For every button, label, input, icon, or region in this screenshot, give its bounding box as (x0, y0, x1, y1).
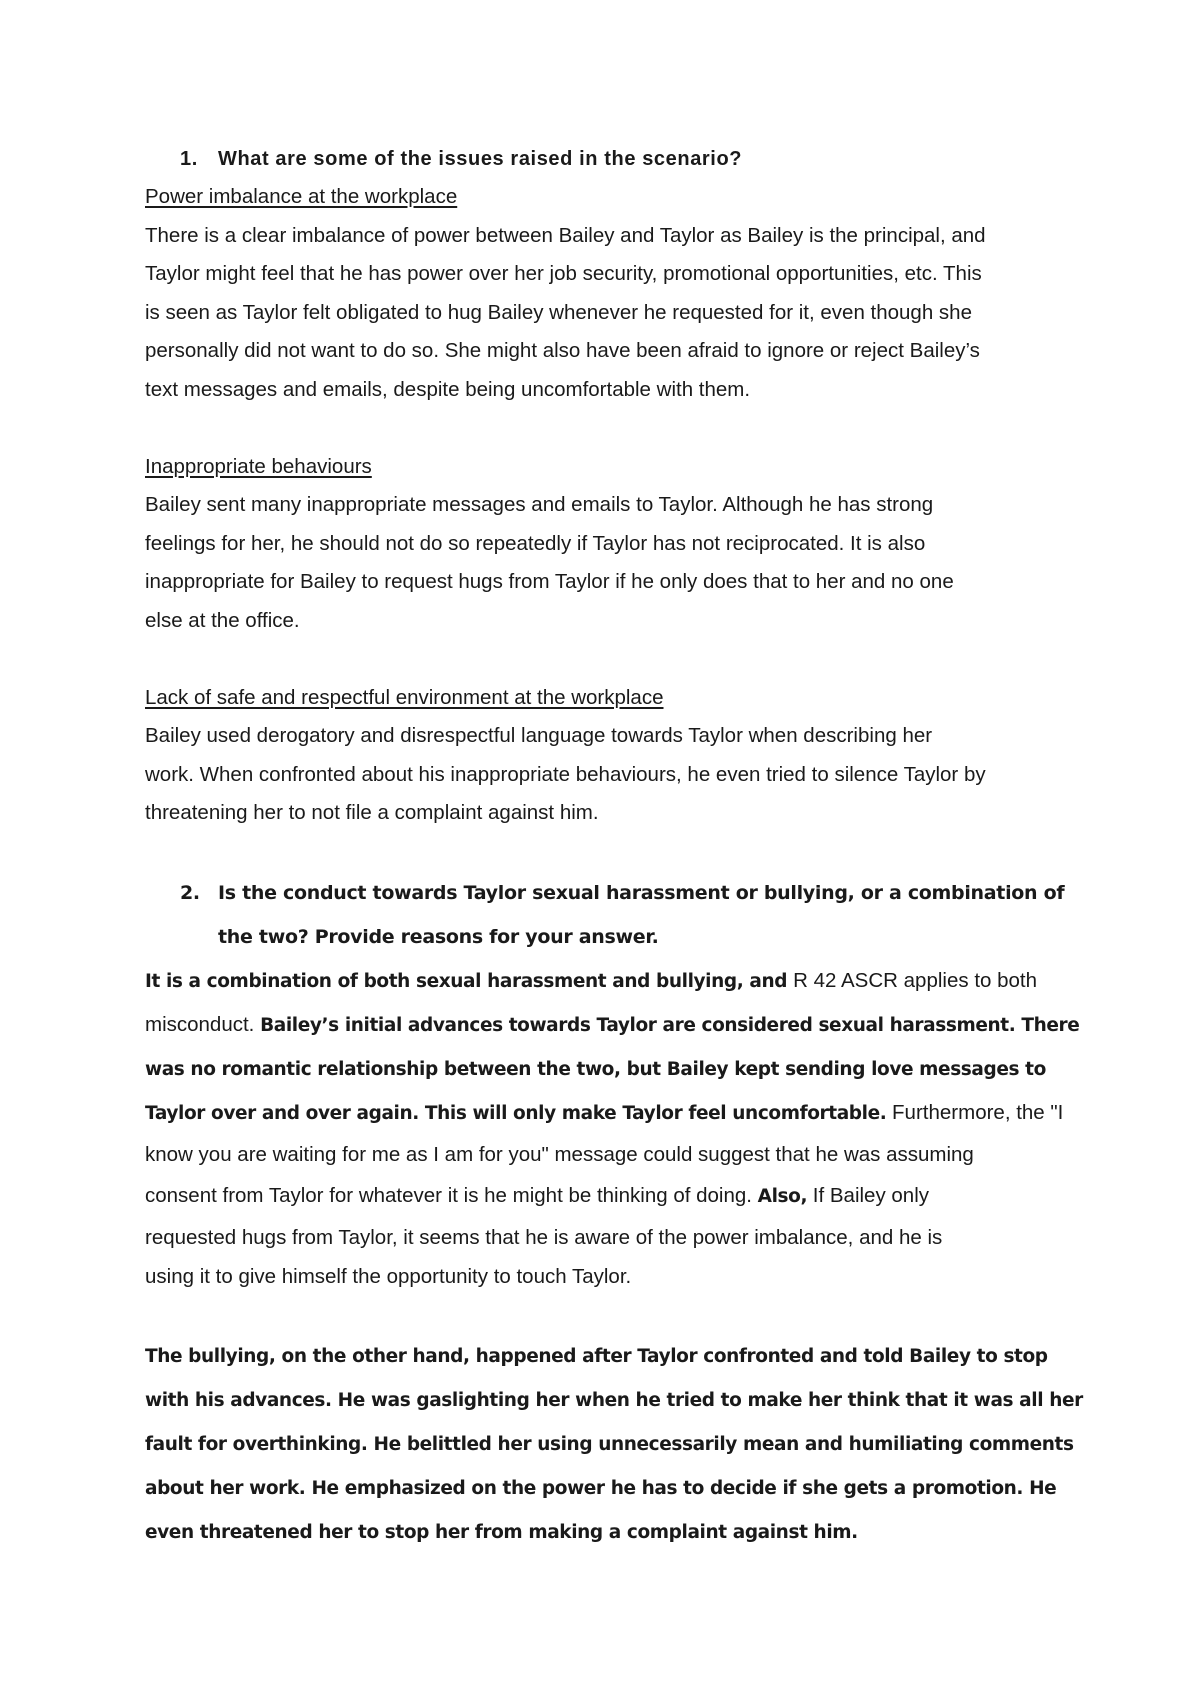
paragraph-line (145, 1135, 1075, 1174)
paragraph-line: There is a clear imbalance of power between Bailey and Taylor as Bailey is the principal, and (145, 223, 986, 247)
paragraph-line: else at the office. (145, 608, 300, 632)
text-run: requested hugs from Taylor, it seems that he is aware of the power imbalance, and he is (145, 1226, 943, 1249)
question-1-heading (145, 140, 1075, 178)
bold-text-run: Also, (757, 1186, 808, 1207)
text-run: consent from Taylor for whatever it is he might be thinking of doing. (145, 1184, 758, 1207)
question-2-title-line-1: Is the conduct towards Taylor sexual harassment or bullying, or a combination of (218, 882, 1065, 904)
paragraph-line: Taylor might feel that he has power over her job security, promotional opportunities, etc. This (145, 262, 982, 285)
paragraph-line: Bailey used derogatory and disrespectful language towards Taylor when describing her (145, 724, 933, 747)
text-run: using it to give himself the opportunity to touch Taylor. (145, 1265, 632, 1288)
section-safe-environment (145, 679, 1075, 833)
paragraph-line: threatening her to not file a complaint against him. (145, 801, 599, 824)
paragraph-line: fault for overthinking. He belittled her using unnecessarily mean and humiliating comments (145, 1434, 1074, 1455)
paragraph-line: feelings for her, he should not do so repeatedly if Taylor has not reciprocated. It is also (145, 531, 926, 555)
question-1-title: What are some of the issues raised in the scenario? (218, 148, 743, 170)
paragraph-line: inappropriate for Bailey to request hugs from Taylor if he only does that to her and no one (145, 570, 954, 593)
question-2-title-line-2: the two? Provide reasons for your answer. (218, 926, 659, 948)
paragraph-gap (145, 640, 1075, 679)
section-subheading: Lack of safe and respectful environment at the workplace (145, 685, 664, 709)
paragraph-line: work. When confronted about his inappropriate behaviours, he even tried to silence Taylor by (145, 762, 986, 786)
section-subheading: Inappropriate behaviours (145, 454, 372, 478)
paragraph-line: The bullying, on the other hand, happened after Taylor confronted and told Bailey to stop (145, 1346, 1048, 1367)
paragraph-line (145, 1257, 1075, 1296)
text-run: know you are waiting for me as I am for you" message could suggest that he was assuming (145, 1143, 974, 1166)
paragraph-line: Bailey sent many inappropriate messages and emails to Taylor. Although he has strong (145, 493, 934, 516)
question-2-answer (145, 959, 1080, 1296)
bold-text-run: Bailey’s initial advances towards Taylor are considered sexual harassment. There (260, 1015, 1080, 1036)
paragraph-line (145, 1091, 1075, 1135)
bold-text-run: Taylor over and over again. This will only make Taylor feel uncomfortable. (145, 1103, 887, 1124)
bold-text-run: It is a combination of both sexual harassment and bullying, and (145, 971, 794, 992)
paragraph-line: personally did not want to do so. She might also have been afraid to ignore or reject Bailey’s (145, 339, 980, 362)
text-run: If Bailey only (807, 1184, 930, 1207)
bold-text-run: was no romantic relationship between the two, but Bailey kept sending love messages to (145, 1059, 1046, 1080)
text-run: misconduct. (145, 1013, 261, 1036)
paragraph-line (145, 959, 1075, 1003)
section-inappropriate-behaviours (145, 448, 1075, 641)
document-body (145, 140, 1083, 1555)
question-2-number: 2. (180, 882, 200, 904)
paragraph-line (145, 1218, 1075, 1257)
question-2-heading (145, 871, 1075, 959)
paragraph-line: text messages and emails, despite being uncomfortable with them. (145, 377, 751, 401)
paragraph-line: with his advances. He was gaslighting her when he tried to make her think that it was all her (145, 1390, 1083, 1411)
bullying-paragraph (145, 1335, 1083, 1555)
section-power-imbalance (145, 178, 1075, 409)
paragraph-line (145, 1047, 1075, 1091)
paragraph-line: even threatened her to stop her from making a complaint against him. (145, 1522, 858, 1543)
paragraph-line: is seen as Taylor felt obligated to hug Bailey whenever he requested for it, even though she (145, 300, 972, 324)
question-1-number: 1. (180, 148, 198, 170)
text-run: R 42 ASCR applies to both (793, 969, 1038, 992)
paragraph-gap (145, 833, 1075, 872)
paragraph-gap (145, 409, 1075, 448)
paragraph-gap (145, 1296, 1075, 1335)
section-subheading: Power imbalance at the workplace (145, 185, 458, 208)
paragraph-line: about her work. He emphasized on the power he has to decide if she gets a promotion. He (145, 1478, 1057, 1499)
text-run: Furthermore, the "I (886, 1101, 1064, 1124)
paragraph-line (145, 1003, 1080, 1047)
paragraph-line (145, 1174, 1075, 1218)
